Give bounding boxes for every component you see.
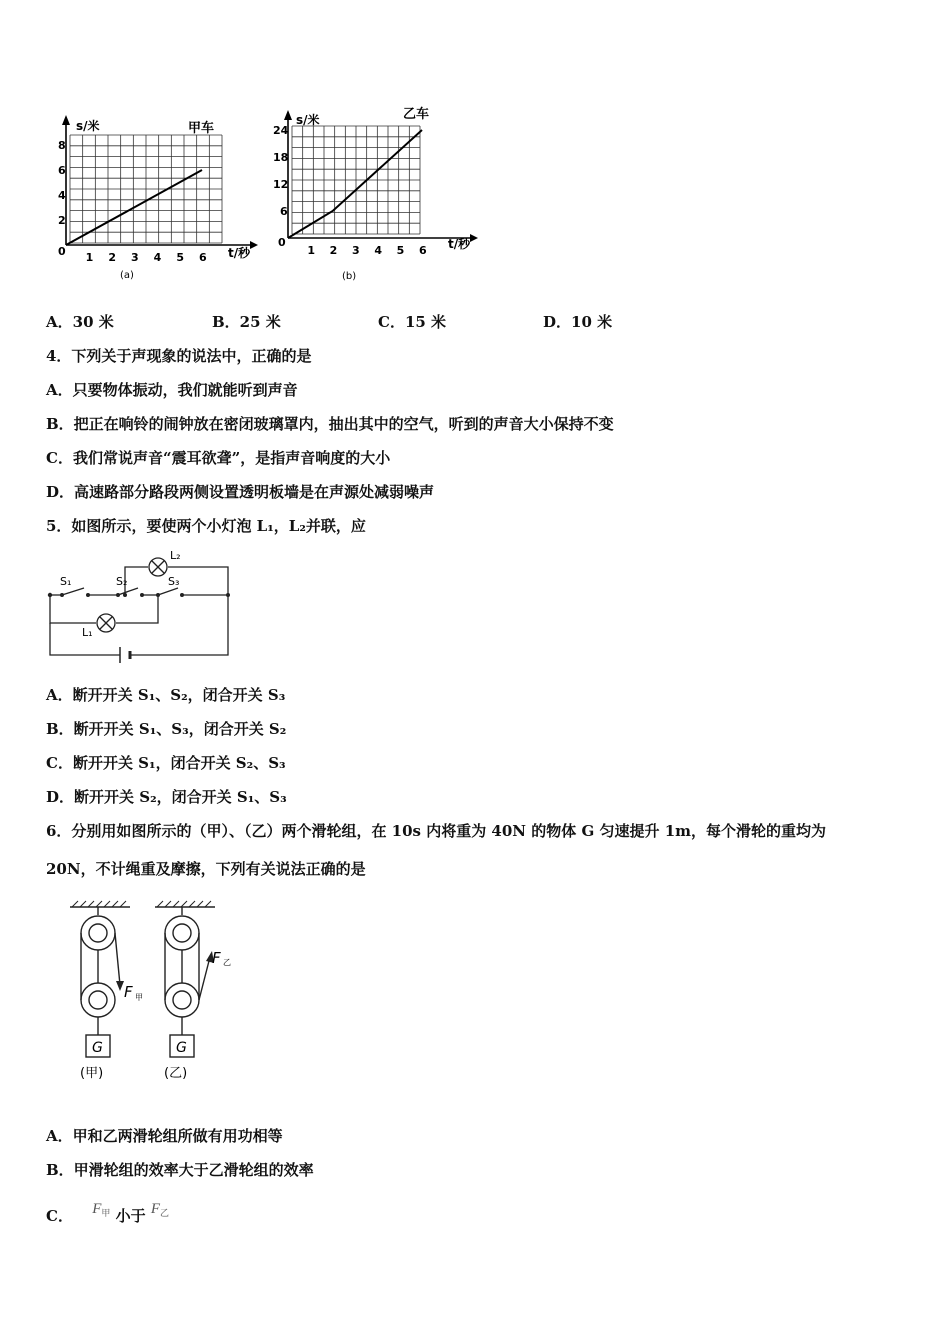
x-tick-label: 5 <box>396 244 405 257</box>
caption-b: (乙) <box>164 1066 188 1081</box>
chart-b <box>258 100 478 285</box>
q3-option-b[interactable]: B．25 米 <box>212 313 281 331</box>
q4-option-d[interactable]: D．高速路部分路段两侧设置透明板墙是在声源处减弱噪声 <box>46 483 435 501</box>
q6-option-c[interactable] <box>46 1201 170 1226</box>
chart-a-origin: 0 <box>58 245 66 258</box>
arrow-force-a <box>116 981 124 991</box>
chart-a-caption: (a) <box>120 270 134 281</box>
y-tick-label: 6 <box>280 205 288 218</box>
x-tick-label: 1 <box>307 244 315 257</box>
rope-pull-b <box>199 957 210 1000</box>
rope-pull-a <box>115 933 120 985</box>
chart-a-grid <box>70 135 222 243</box>
q3-option-a[interactable]: A．30 米 <box>46 313 114 331</box>
x-tick-label: 4 <box>153 251 162 264</box>
weight-b-label: G <box>176 1040 187 1056</box>
chart-b-series-line <box>288 130 422 238</box>
q5-circuit-diagram <box>40 545 240 670</box>
q3-option-d[interactable]: D．10 米 <box>543 313 613 331</box>
chart-a-title: 甲车 <box>188 121 215 136</box>
q3-option-c[interactable]: C．15 米 <box>378 313 447 331</box>
force-a-sub: 甲 <box>135 993 143 1002</box>
force-b-label: F <box>212 949 221 967</box>
label-l2: L₂ <box>170 549 181 562</box>
chart-a-xlabel: t/秒 <box>228 246 251 260</box>
q5-option-c[interactable]: C．断开开关 S₁，闭合开关 S₂、S₃ <box>46 754 286 772</box>
y-tick-label: 2 <box>58 214 66 227</box>
q6-option-c-s1: 甲 <box>101 1209 111 1219</box>
chart-b-origin: 0 <box>278 236 286 249</box>
q4-option-b[interactable]: B．把正在响铃的闹钟放在密闭玻璃罩内，抽出其中的空气，听到的声音大小保持不变 <box>46 415 614 433</box>
movable-pulley-a <box>81 983 115 1017</box>
q6-option-c-f2: F <box>150 1201 161 1217</box>
q6-option-c-f1: F <box>92 1201 102 1217</box>
x-tick-label: 3 <box>352 244 360 257</box>
chart-b-grid <box>292 126 420 234</box>
q4-option-c[interactable]: C．我们常说声音“震耳欲聋”，是指声音响度的大小 <box>46 449 391 467</box>
q6-option-c-mid: 小于 <box>115 1207 146 1225</box>
label-s3: S₃ <box>168 575 180 588</box>
q6-stem-line1: 6．分别用如图所示的（甲）、（乙）两个滑轮组，在 10s 内将重为 40N 的物体 G 匀速提升 1m，每个滑轮的重均为 <box>46 822 827 840</box>
chart-a-series-line <box>66 170 202 245</box>
q6-option-b[interactable]: B．甲滑轮组的效率大于乙滑轮组的效率 <box>46 1161 314 1179</box>
label-s1: S₁ <box>60 575 72 588</box>
y-tick-label: 6 <box>58 164 66 177</box>
switch-s3-blade <box>158 588 178 595</box>
switch-s2-blade <box>118 588 138 595</box>
x-tick-label: 5 <box>176 251 184 264</box>
chart-b-title: 乙车 <box>403 107 430 122</box>
x-tick-label: 6 <box>199 251 207 264</box>
y-tick-label: 8 <box>58 139 66 152</box>
q6-option-c-label: C． <box>46 1207 73 1225</box>
force-a-label: F <box>124 983 133 1001</box>
q6-stem-line2: 20N，不计绳重及摩擦，下列有关说法正确的是 <box>46 860 366 878</box>
q5-option-d[interactable]: D．断开开关 S₂，闭合开关 S₁、S₃ <box>46 788 287 806</box>
q4-stem: 4．下列关于声现象的说法中，正确的是 <box>46 347 312 365</box>
q6-option-c-s2: 乙 <box>160 1209 170 1219</box>
x-tick-label: 2 <box>329 244 338 257</box>
q5-option-a[interactable]: A．断开开关 S₁、S₂，闭合开关 S₃ <box>46 686 286 704</box>
x-tick-label: 1 <box>85 251 94 264</box>
chart-b-x-arrow <box>470 234 478 242</box>
force-b-sub: 乙 <box>223 958 231 967</box>
weight-a-label: G <box>92 1040 103 1056</box>
q4-option-a[interactable]: A．只要物体振动，我们就能听到声音 <box>46 381 298 399</box>
switch-s1-blade <box>62 588 84 595</box>
fixed-pulley-a <box>81 916 115 950</box>
y-tick-label: 12 <box>273 178 289 191</box>
chart-a <box>40 105 260 285</box>
caption-a: (甲) <box>80 1066 104 1081</box>
x-tick-label: 4 <box>374 244 382 257</box>
x-tick-label: 6 <box>419 244 427 257</box>
x-tick-label: 3 <box>131 251 139 264</box>
chart-b-xlabel: t/秒 <box>448 237 471 251</box>
y-tick-label: 18 <box>273 151 289 164</box>
label-s2: S₂ <box>116 575 128 588</box>
q5-stem: 5．如图所示，要使两个小灯泡 L₁，L₂并联，应 <box>46 517 366 535</box>
fixed-pulley-b <box>165 916 199 950</box>
chart-b-ylabel: s/米 <box>296 113 320 127</box>
movable-pulley-b <box>165 983 199 1017</box>
chart-a-y-arrow <box>62 115 70 125</box>
q6-option-a[interactable]: A．甲和乙两滑轮组所做有用功相等 <box>46 1127 283 1145</box>
chart-b-caption: (b) <box>342 271 357 282</box>
y-tick-label: 4 <box>58 189 66 202</box>
q6-pulley-diagram <box>60 895 260 1090</box>
chart-a-x-arrow <box>250 241 258 249</box>
chart-a-ylabel: s/米 <box>76 119 100 133</box>
y-tick-label: 24 <box>273 124 289 137</box>
q5-option-b[interactable]: B．断开开关 S₁、S₃，闭合开关 S₂ <box>46 720 287 738</box>
chart-b-y-arrow <box>284 110 292 120</box>
x-tick-label: 2 <box>108 251 116 264</box>
label-l1: L₁ <box>82 626 93 639</box>
